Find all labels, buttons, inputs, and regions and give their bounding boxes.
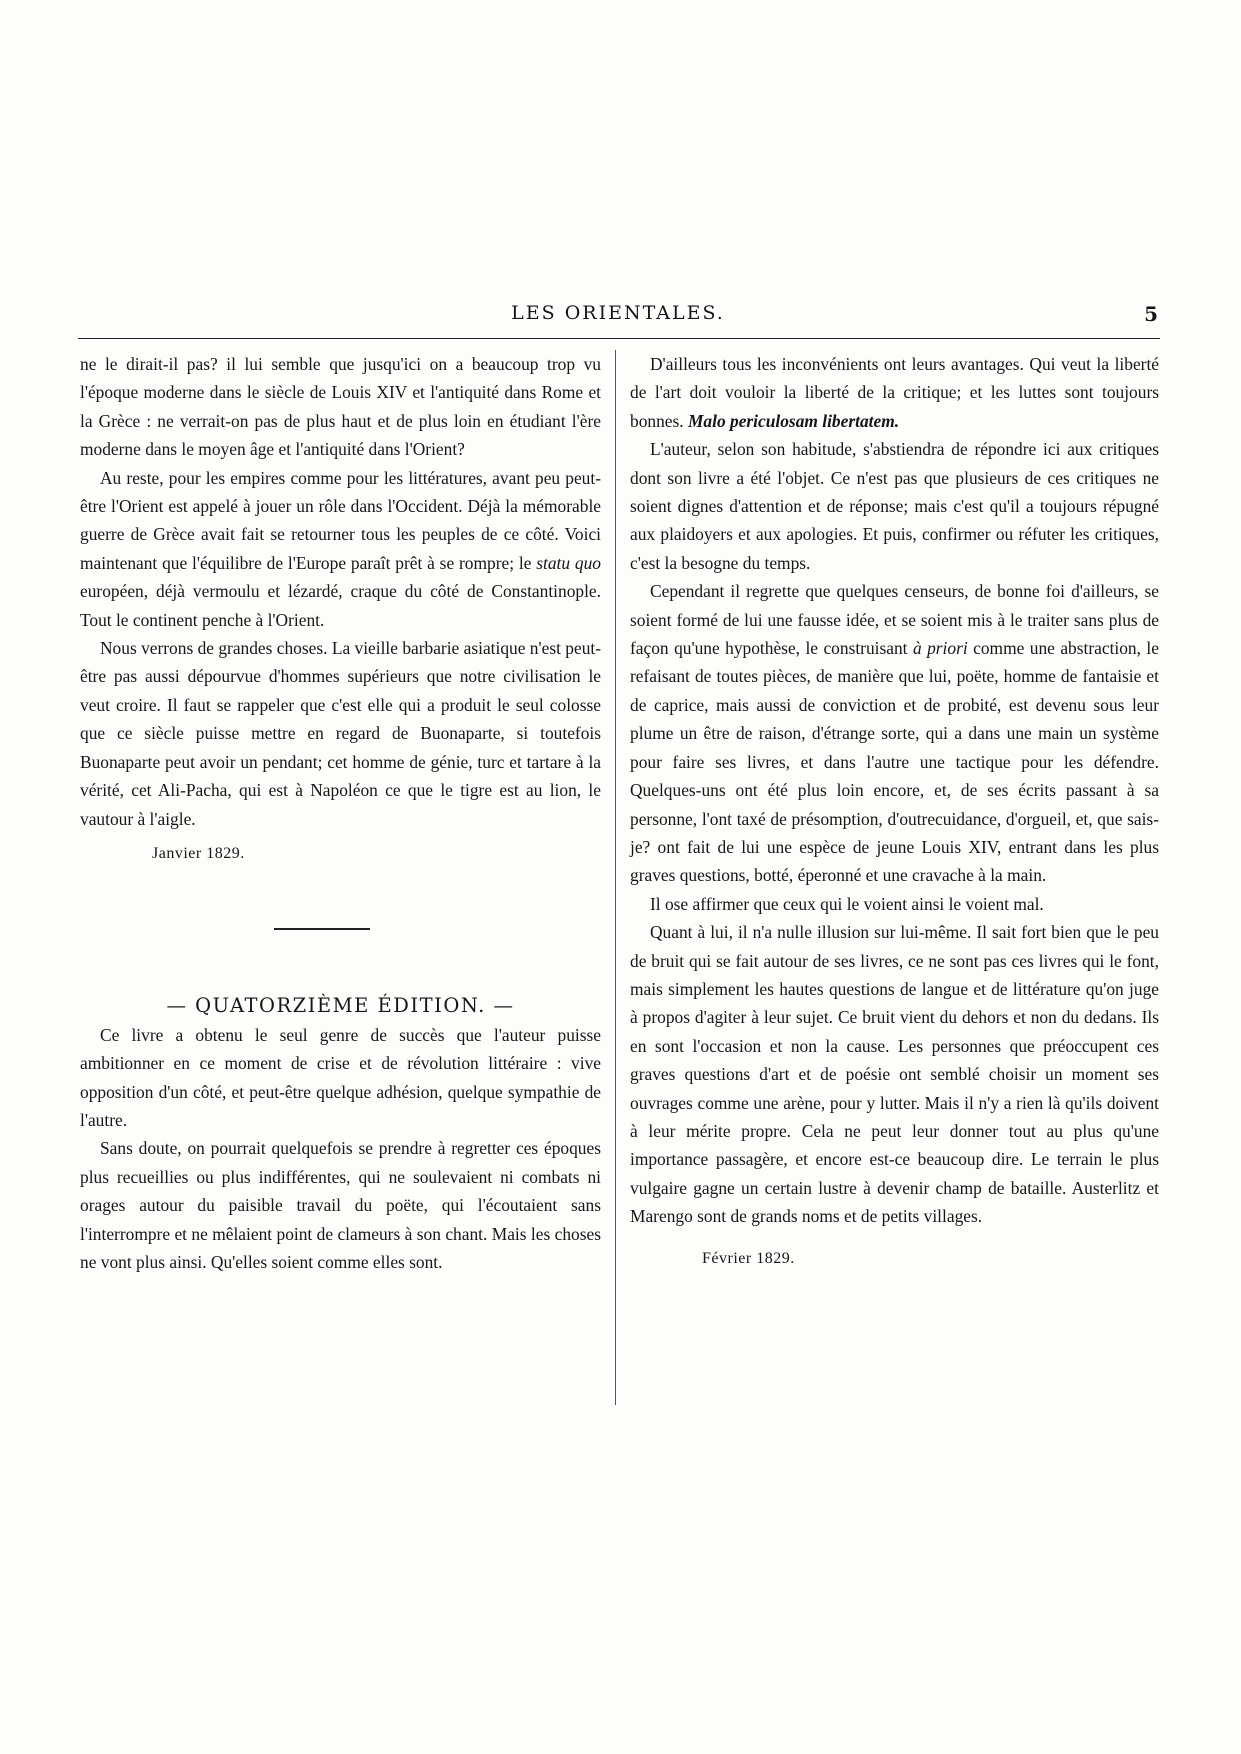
paragraph-il-ose: Il ose affirmer que ceux qui le voient ainsi le voient mal. — [650, 893, 1044, 914]
header-rule — [78, 338, 1160, 339]
paragraph-sans-doute: Sans doute, on pourrait quelquefois se prendre à regretter ces époques plus recueillies ou plus indifférentes, qui ne soulevaient ni combats ni orages autour du paisible travail du poëte, qui l'écoutaient sans l'interrompre et ne mêlaient point de clameurs à son chant. Mais les choses ne vont plus ainsi. Qu'elles soient comme elles sont. — [80, 1138, 601, 1272]
italic-phrase: statu quo — [536, 552, 601, 573]
italic-latin-quote: Malo periculosam libertatem. — [687, 410, 900, 431]
dateline-fevrier: Février 1829. — [702, 1249, 795, 1267]
edition-heading: — QUATORZIÈME ÉDITION. — — [166, 994, 515, 1018]
paragraph-text: Au reste, pour les empires comme pour les littératures, avant peu peut-être l'Orient est appelé à jouer un rôle dans l'Occident. Déjà la mémorable guerre de Grèce avait fait se retourner tous les peuples de ce côté. Voici maintenant que l'équilibre de l'Europe paraît prêt à se rompre; le — [80, 467, 601, 573]
paragraph-cependant — [630, 577, 1159, 889]
section-divider — [274, 928, 370, 930]
paragraph-text: Cependant il regrette que quelques censeurs, de bonne foi d'ailleurs, se soient formé de lui une fausse idée, et se soient mis à le traiter sans plus de façon qu'une hypothèse, le construisant — [630, 581, 1159, 659]
paragraph-avantages — [630, 350, 1159, 435]
column-divider — [615, 350, 616, 1405]
page-number: 5 — [1144, 302, 1158, 326]
italic-phrase: à priori — [912, 638, 968, 659]
paragraph-succes: Ce livre a obtenu le seul genre de succès que l'auteur puisse ambitionner en ce moment de crise et de révolution littéraire : vive opposition d'un côté, et peut-être quelque adhésion, quelque sympathie de l'autre. — [80, 1024, 601, 1130]
paragraph-text: comme une abstraction, le refaisant de toutes pièces, de manière que lui, poëte, homme de fantaisie et de caprice, mais aussi de conviction et de probité, est devenu sous leur plume un être de raison, d'étrange sorte, qui a dans une main un système pour faire ses livres, et dans l'autre une tactique pour les défendre. Quelques-uns ont été plus loin encore, et, de ses écrits passant à sa personne, l'ont taxé de présomption, d'outrecuidance, d'orgueil, et, que sais-je? ont fait de lui une espèce de jeune Louis XIV, entrant dans les plus graves questions, botté, éperonné et une cravache à la main. — [630, 638, 1159, 886]
paragraph-text: D'ailleurs tous les inconvénients ont leurs avantages. Qui veut la liberté de l'art doit vouloir la liberté de la critique; et les luttes sont toujours bonnes. — [630, 354, 1159, 431]
paragraph-continuation: ne le dirait-il pas? il lui semble que jusqu'ici on a beaucoup trop vu l'époque moderne dans le siècle de Louis XIV et l'antiquité dans Rome et la Grèce : ne verrait-on pas de plus haut et de plus loin en étudiant l'ère moderne dans le moyen âge et l'antiquité dans l'Orient? — [80, 354, 601, 460]
dateline-janvier: Janvier 1829. — [152, 844, 245, 862]
paragraph-barbarie: Nous verrons de grandes choses. La vieille barbarie asiatique n'est peut-être pas aussi dépourvue d'hommes supérieurs que notre civilisation le veut croire. Il faut se rappeler que c'est elle qui a produit le seul colosse que ce siècle puisse mettre en regard de Buonaparte, si toutefois Buonaparte peut avoir un pendant; cet homme de génie, turc et tartare à la vérité, cet Ali-Pacha, qui est à Napoléon ce que le tigre est au lion, le vautour à l'aigle. — [80, 638, 602, 829]
left-column — [80, 350, 601, 1276]
paragraph-auteur: L'auteur, selon son habitude, s'abstiendra de répondre ici aux critiques dont son livre a été l'objet. Ce n'est pas que plusieurs de ces critiques ne soient dignes d'attention et de réponse; mais c'est qu'il a toujours répugné aux plaidoyers et aux apologies. Et puis, confirmer ou réfuter les critiques, c'est la besogne du temps. — [630, 439, 1159, 573]
paragraph-empires — [80, 464, 601, 634]
right-column — [630, 350, 1159, 1273]
paragraph-quant-a-lui: Quant à lui, il n'a nulle illusion sur lui-même. Il sait fort bien que le peu de bruit qui se fait autour de ses livres, ce ne sont pas ces livres qui le font, mais simplement les hautes questions de langue et de littérature qu'on juge à propos d'agiter à leur sujet. Ce bruit vient du dehors et non du dedans. Ils en sont l'occasion et non la cause. Les personnes que préoccupent ces graves questions d'art et de poésie ont semblé choisir un moment ses ouvrages comme une arène, pour y lutter. Mais il n'y a rien là qu'ils doivent à leur mérite propre. Cela ne peut leur donner tout au plus qu'une importance passagère, et encore est-ce beaucoup dire. Le terrain le plus vulgaire gagne un certain lustre à devenir champ de bataille. Austerlitz et Marengo sont de grands noms et de petits villages. — [630, 922, 1159, 1227]
running-title: LES ORIENTALES. — [511, 302, 725, 324]
paragraph-text: européen, déjà vermoulu et lézardé, craque du côté de Constantinople. Tout le continent penche à l'Orient. — [80, 581, 601, 630]
running-head — [78, 302, 1158, 332]
